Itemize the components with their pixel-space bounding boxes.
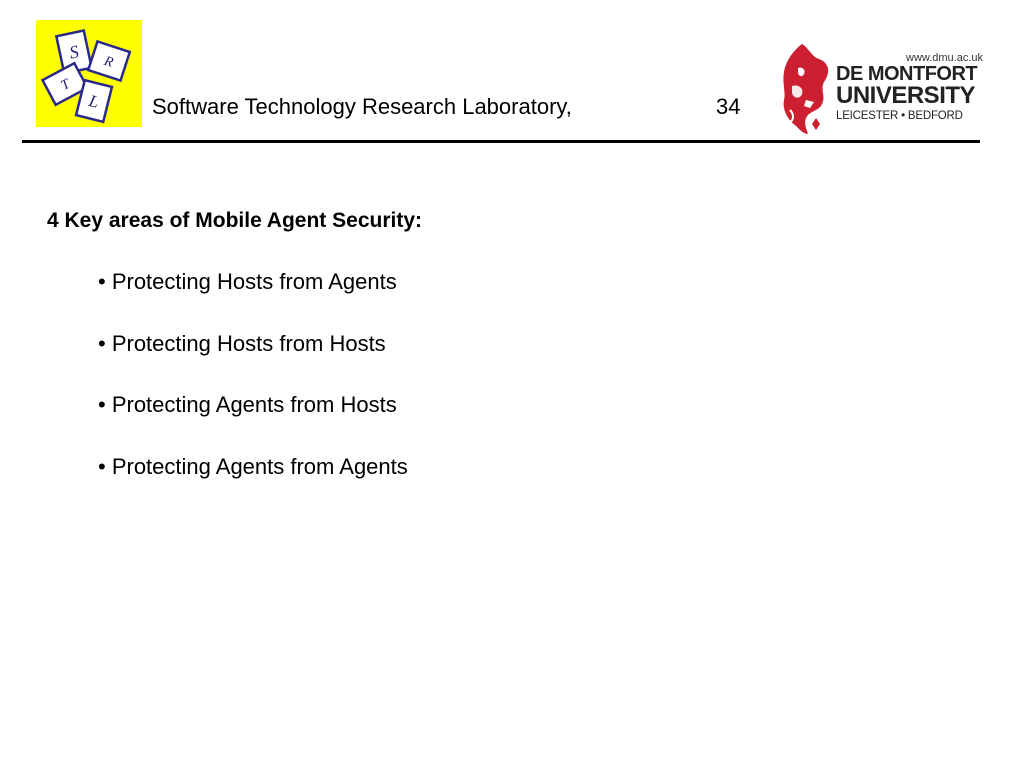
strl-letter-l: L bbox=[86, 91, 101, 112]
bullet-item: • Protecting Hosts from Agents bbox=[98, 269, 397, 294]
strl-letter-r: R bbox=[102, 53, 115, 71]
lab-name: Software Technology Research Laboratory, bbox=[152, 94, 572, 119]
strl-logo-graphic bbox=[36, 20, 142, 127]
strl-logo bbox=[36, 20, 142, 127]
bullet-item: • Protecting Agents from Agents bbox=[98, 453, 408, 479]
dmu-name-line2: UNIVERSITY bbox=[836, 82, 976, 109]
bullet-item: • Protecting Hosts from Hosts bbox=[98, 330, 386, 356]
dmu-name-line1: DE MONTFORT bbox=[836, 63, 978, 85]
dmu-url: www.dmu.ac.uk bbox=[906, 52, 984, 64]
dmu-campuses: LEICESTER • BEDFORD bbox=[836, 110, 963, 122]
header-divider bbox=[22, 140, 980, 143]
page-number: 34 bbox=[716, 94, 741, 119]
bullet-list bbox=[98, 269, 408, 515]
lion-emblem-icon bbox=[776, 40, 832, 136]
strl-letter-s: S bbox=[67, 41, 81, 63]
dmu-logo bbox=[776, 40, 988, 136]
strl-letter-t: T bbox=[58, 76, 73, 94]
slide-title: 4 Key areas of Mobile Agent Security: bbox=[47, 209, 422, 232]
bullet-item: • Protecting Agents from Hosts bbox=[98, 392, 397, 417]
